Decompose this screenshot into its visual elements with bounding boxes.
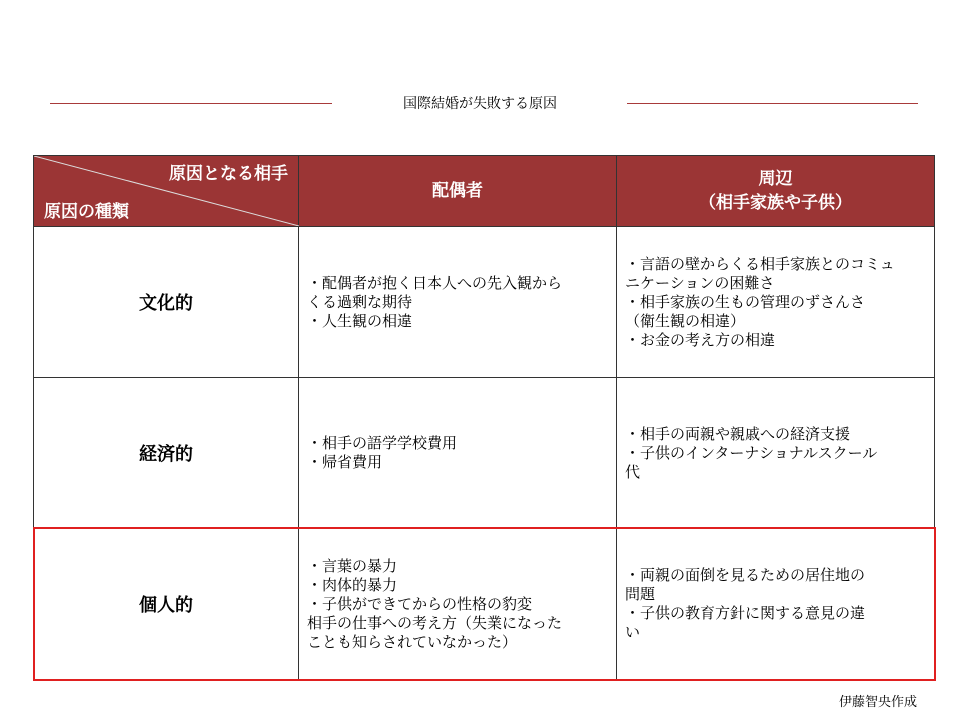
cell-surroundings: ・相手の両親や親戚への経済支援 ・子供のインターナショナルスクール 代 [617, 378, 935, 529]
row-label: 経済的 [34, 378, 299, 529]
cell-surroundings: ・言語の壁からくる相手家族とのコミュ ニケーションの困難さ ・相手家族の生もの管理のずさんさ （衛生観の相違） ・お金の考え方の相違 [617, 227, 935, 378]
cell-spouse: ・配偶者が抱く日本人への先入観から くる過剰な期待 ・人生観の相違 [299, 227, 617, 378]
title-rule-left [50, 103, 332, 104]
corner-header-cell [34, 156, 299, 227]
cell-spouse: ・言葉の暴力 ・肉体的暴力 ・子供ができてからの性格の豹変 相手の仕事への考え方（失業になった ことも知らされていなかった） [299, 529, 617, 680]
title-rule-right [627, 103, 918, 104]
page-title: 国際結婚が失敗する原因 [403, 96, 557, 112]
corner-bottom-label: 原因の種類 [44, 202, 129, 222]
row-label: 文化的 [34, 227, 299, 378]
column-header-surroundings: 周辺 （相手家族や子供） [617, 156, 935, 227]
table-row [34, 529, 935, 680]
table-row [34, 227, 935, 378]
row-label: 個人的 [34, 529, 299, 680]
corner-top-label: 原因となる相手 [169, 164, 288, 184]
author-credit: 伊藤智央作成 [838, 695, 917, 710]
cell-spouse: ・相手の語学学校費用 ・帰省費用 [299, 378, 617, 529]
cell-surroundings: ・両親の面倒を見るための居住地の 問題 ・子供の教育方針に関する意見の違 い [617, 529, 935, 680]
column-header-spouse: 配偶者 [299, 156, 617, 227]
causes-table [33, 155, 935, 680]
table-header-row [34, 156, 935, 227]
table-row [34, 378, 935, 529]
